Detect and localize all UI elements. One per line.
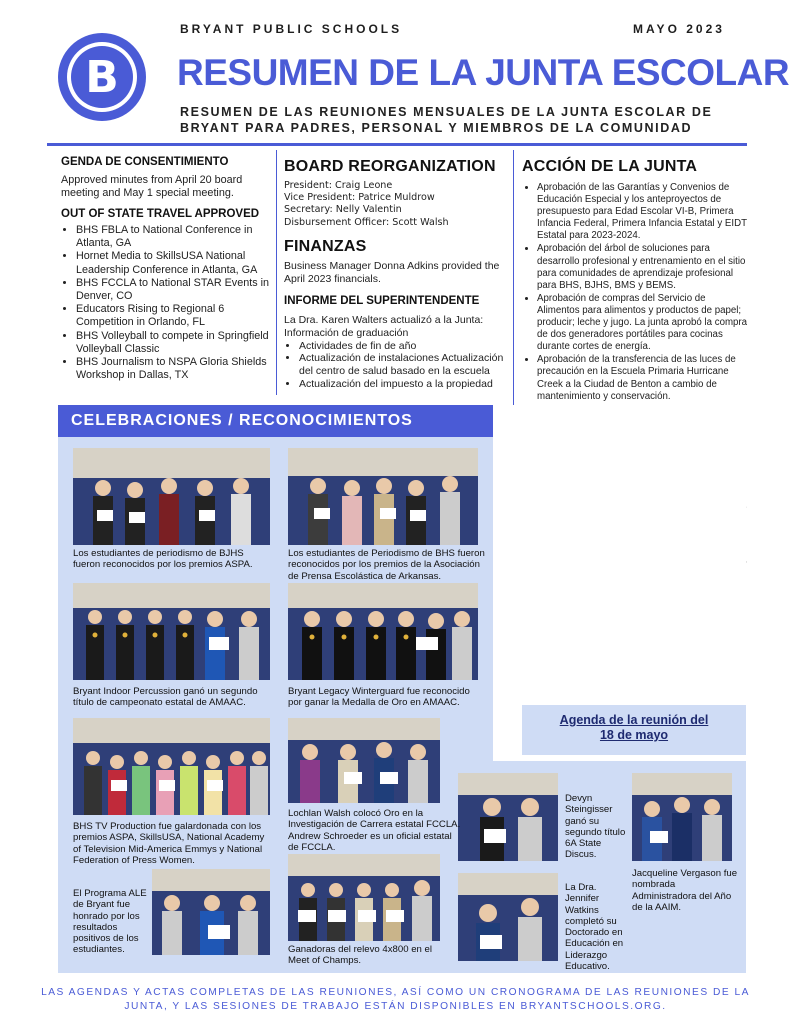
logo-letter: B bbox=[85, 52, 119, 103]
caption-doctorate: La Dra. Jennifer Watkins completó su Doctorado en Educación en Liderazgo Educativo. bbox=[565, 882, 624, 973]
caption-discus: Devyn Steingisser ganó su segundo título 6A State Discus. bbox=[565, 793, 626, 861]
list-item: • BHS FBLA to National Conference in Atlanta, GA bbox=[76, 224, 271, 250]
list-item: • BHS FCCLA to National STAR Events in Denver, CO bbox=[76, 277, 271, 303]
finance-heading: FINANZAS bbox=[284, 237, 367, 255]
list-item: • Actualización del impuesto a la propiedad bbox=[299, 378, 506, 391]
issue-date: MAYO 2023 bbox=[633, 22, 725, 36]
list-item: • Actividades de fin de año bbox=[299, 340, 506, 353]
list-item: • Hornet Media to SkillsUSA National Leadership Conference in Atlanta, GA bbox=[76, 250, 271, 276]
list-item: • BHS Volleyball to compete in Springfield Volleyball Classic bbox=[76, 330, 271, 356]
photo-tv-production bbox=[73, 718, 270, 815]
photo-fccla bbox=[288, 718, 440, 803]
consent-text: Approved minutes from April 20 board meeting and May 1 special meeting. bbox=[61, 174, 243, 199]
consent-heading: GENDA DE CONSENTIMIENTO bbox=[61, 156, 229, 168]
reorg-heading: BOARD REORGANIZATION bbox=[284, 158, 496, 175]
superintendent-heading: INFORME DEL SUPERINTENDENTE bbox=[284, 294, 480, 307]
photo-ale-program bbox=[152, 869, 270, 955]
agenda-link-text[interactable]: Agenda de la reunión del 18 de mayo bbox=[559, 713, 709, 742]
consent-agenda-section bbox=[61, 156, 271, 382]
caption-fccla: Lochlan Walsh colocó Oro en la Investigación de Carrera estatal FCCLA. Andrew Schroeder es un oficial estatal de FCCLA. bbox=[288, 808, 461, 853]
caption-tv-production: BHS TV Production fue galardonada con los premios ASPA, SkillsUSA, National Academy of Television Mid-America Emmys y National Federation of Press Women. bbox=[73, 821, 265, 866]
caption-admin-of-year: Jacqueline Vergason fue nombrada Administradora del Año de la AAIM. bbox=[632, 868, 738, 913]
caption-ale: El Programa ALE de Bryant fue honrado por los resultados positivos de los estudiantes. bbox=[73, 888, 147, 956]
photo-relay bbox=[288, 854, 440, 941]
photo-discus bbox=[458, 773, 558, 861]
photo-winterguard bbox=[288, 583, 478, 680]
reorg-line: Vice President: Patrice Muldrow bbox=[284, 192, 435, 204]
photo-bhs-journalism bbox=[288, 448, 478, 545]
photo-indoor-percussion bbox=[73, 583, 270, 680]
finance-text: Business Manager Donna Adkins provided the April 2023 financials. bbox=[284, 259, 500, 285]
page-title: RESUMEN DE LA JUNTA ESCOLAR bbox=[177, 52, 790, 93]
list-item: • Aprobación de las Garantías y Convenios de Educación Especial y los anteproyectos de presupuesto para Edad Escolar VI-B, Primera Infancia Federal, Primera Infancia Estatal y EIDT Estatal para 2023-2024. bbox=[537, 182, 748, 242]
caption-percussion: Bryant Indoor Percussion ganó un segundo título de campeonato estatal de AMAAC. bbox=[73, 686, 258, 709]
page-subtitle: RESUMEN DE LAS REUNIONES MENSUALES DE LA JUNTA ESCOLAR DE BRYANT PARA PADRES, PERSONAL Y MIEMBROS DE LA COMUNIDAD bbox=[180, 105, 713, 135]
reorg-line: President: Craig Leone bbox=[284, 180, 393, 191]
photo-bjhs-journalism bbox=[73, 448, 270, 545]
footer-note: LAS AGENDAS Y ACTAS COMPLETAS DE LAS REUNIONES, ASÍ COMO UN CRONOGRAMA DE LAS REUNIONES DE LA JUNTA, Y LAS SESIONES DE TRABAJO ESTÁN DISPONIBLES EN BRYANTSCHOOLS.ORG. bbox=[41, 987, 750, 1012]
celebrations-heading: CELEBRACIONES / RECONOCIMIENTOS bbox=[58, 405, 493, 437]
travel-heading: OUT OF STATE TRAVEL APPROVED bbox=[61, 208, 260, 220]
org-name: BRYANT PUBLIC SCHOOLS bbox=[180, 22, 403, 36]
caption-bjhs: Los estudiantes de periodismo de BJHS fueron reconocidos por los premios ASPA. bbox=[73, 548, 253, 571]
photo-admin-of-year bbox=[632, 773, 732, 861]
board-action-section bbox=[522, 158, 748, 404]
reorg-line: Disbursement Officer: Scott Walsh bbox=[284, 216, 449, 228]
superintendent-text: La Dra. Karen Walters actualizó a la Junta: Información de graduación bbox=[284, 313, 484, 339]
caption-relay: Ganadoras del relevo 4x800 en el Meet of Champs. bbox=[288, 944, 433, 967]
superintendent-list bbox=[284, 340, 506, 390]
action-list bbox=[522, 182, 748, 403]
agenda-link[interactable] bbox=[522, 705, 746, 755]
reorg-line: Secretary: Nelly Valentin bbox=[284, 204, 402, 216]
action-heading: ACCIÓN DE LA JUNTA bbox=[522, 158, 698, 175]
column-divider bbox=[276, 150, 277, 395]
list-item: • Educators Rising to Regional 6 Competition in Orlando, FL bbox=[76, 303, 271, 329]
photo-doctorate bbox=[458, 873, 558, 961]
caption-bhs-journalism: Los estudiantes de Periodismo de BHS fueron reconocidos por los premios de la Asociación de Prensa Escolástica de Arkansas. bbox=[288, 548, 485, 582]
list-item: • Actualización de instalaciones Actualización del centro de salud basado en la escuela bbox=[299, 352, 506, 377]
board-section bbox=[284, 158, 506, 390]
header-rule bbox=[47, 143, 747, 146]
list-item: • Aprobación de compras del Servicio de Alimentos para alimentos y productos de papel; producir; leche y jugo. La junta aprobó la compra de dos generadores portátiles para cocinas durante cortes de energía. bbox=[537, 293, 748, 353]
list-item: • Aprobación del árbol de soluciones para desarrollo profesional y entrenamiento en el sitio para comunidades de aprendizaje profesional para BHS, BJHS, BMS y BEMS. bbox=[537, 243, 748, 291]
list-item: • BHS Journalism to NSPA Gloria Shields Workshop in Dallas, TX bbox=[76, 356, 271, 382]
list-item: • Aprobación de la transferencia de las luces de precaución en la Escuela Primaria Hurricane Creek a la Ciudad de Benton a cambio de mantenimiento y conservación. bbox=[537, 354, 748, 402]
travel-list bbox=[61, 224, 271, 382]
caption-winterguard: Bryant Legacy Winterguard fue reconocido por ganar la Medalla de Oro en AMAAC. bbox=[288, 686, 470, 709]
school-logo bbox=[57, 32, 147, 122]
